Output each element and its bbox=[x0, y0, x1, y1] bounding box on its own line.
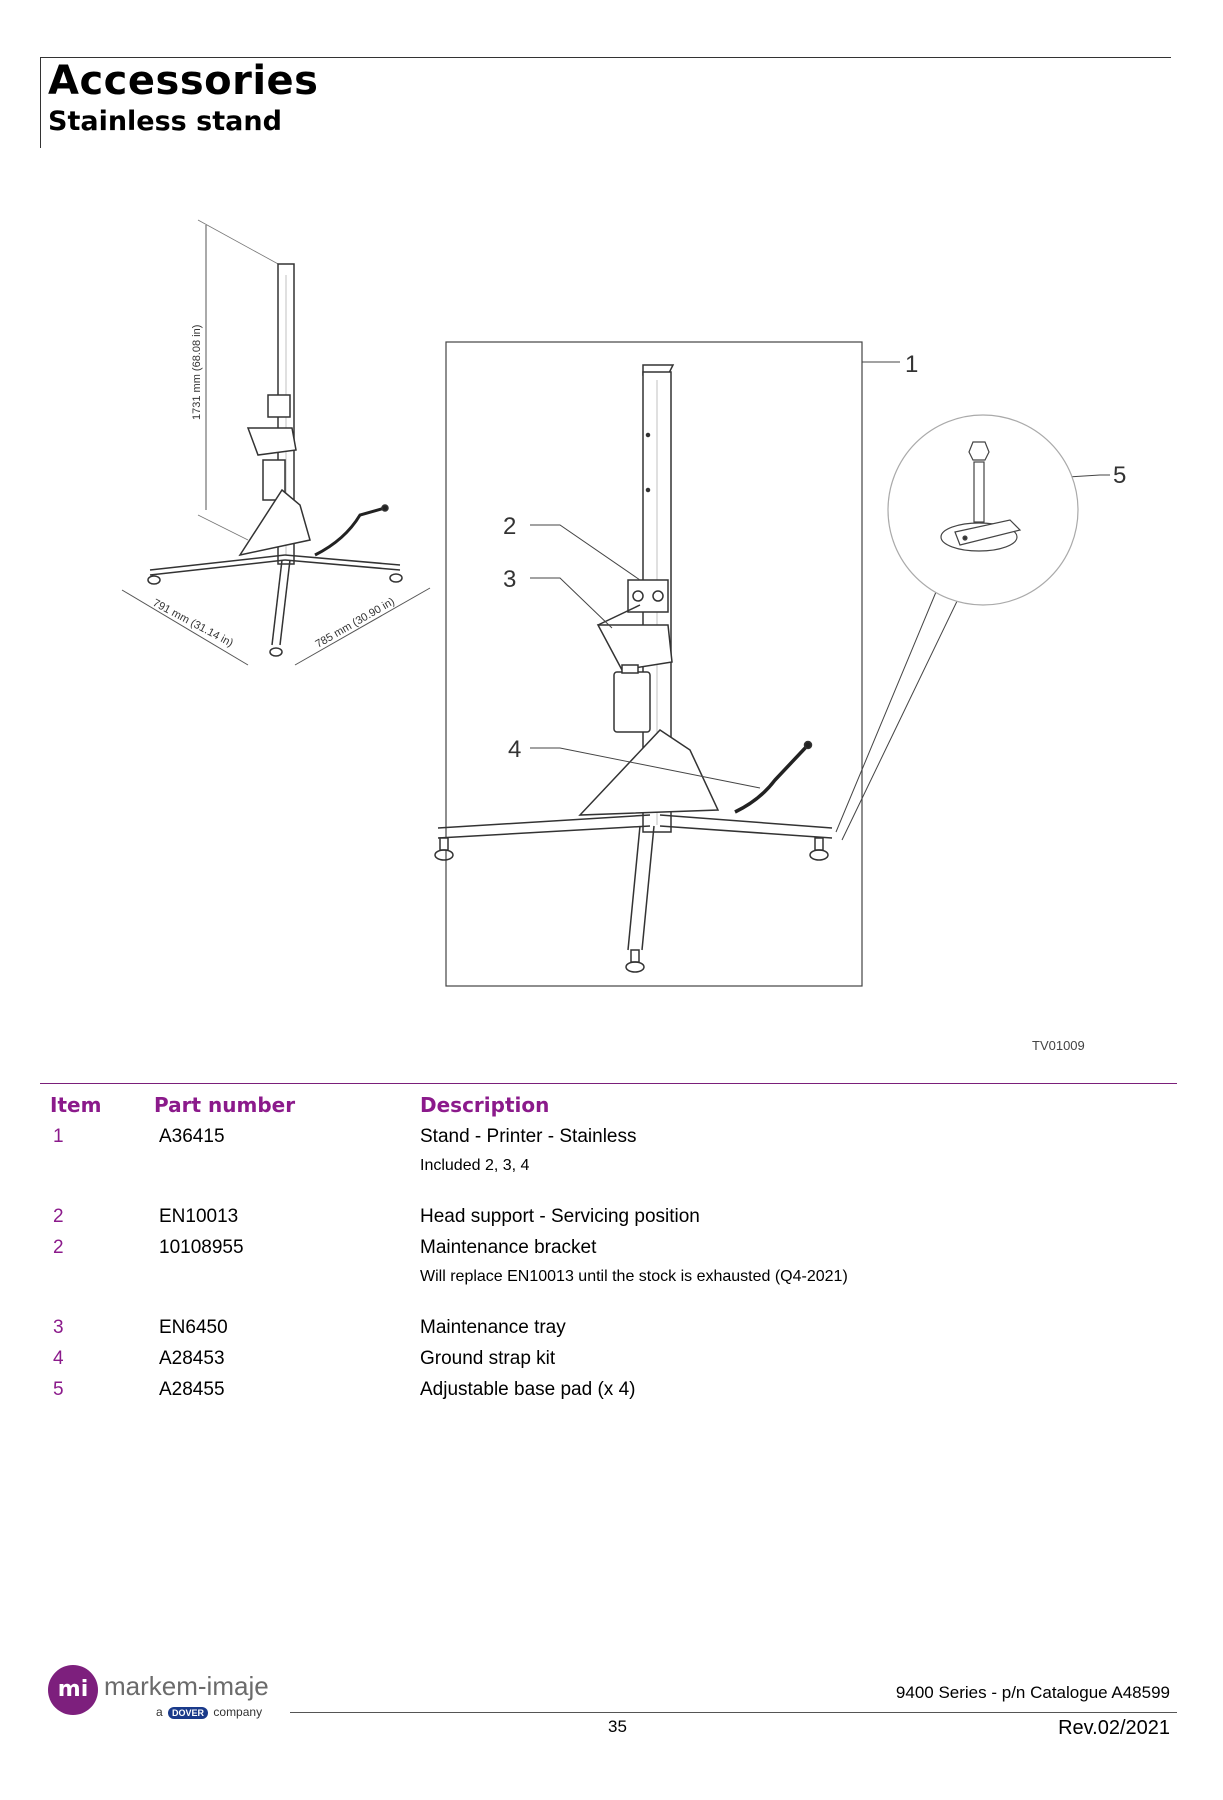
row-item: 2 bbox=[53, 1237, 64, 1258]
row-description: Maintenance bracket bbox=[420, 1237, 597, 1258]
logo-tagline bbox=[156, 1705, 262, 1719]
logo-tagline-prefix: a bbox=[156, 1705, 163, 1719]
row-description: Adjustable base pad (x 4) bbox=[420, 1379, 636, 1400]
logo-name: markem-imaje bbox=[104, 1671, 269, 1701]
row-item: 2 bbox=[53, 1206, 64, 1227]
row-item: 5 bbox=[53, 1379, 64, 1400]
row-note: Included 2, 3, 4 bbox=[420, 1157, 530, 1174]
row-item: 4 bbox=[53, 1348, 64, 1369]
row-description: Stand - Printer - Stainless bbox=[420, 1126, 637, 1147]
col-header-description: Description bbox=[420, 1093, 550, 1117]
row-note: Will replace EN10013 until the stock is exhausted (Q4-2021) bbox=[420, 1268, 848, 1285]
row-part-number: EN10013 bbox=[159, 1206, 239, 1227]
base-pad-detail bbox=[888, 415, 1078, 605]
callout-3: 3 bbox=[503, 566, 517, 593]
row-description: Maintenance tray bbox=[420, 1317, 566, 1338]
revision: Rev.02/2021 bbox=[1058, 1717, 1170, 1739]
row-part-number: EN6450 bbox=[159, 1317, 228, 1338]
small-stand-drawing bbox=[122, 220, 430, 665]
col-header-part-number: Part number bbox=[154, 1093, 296, 1117]
logo-tagline-suffix: company bbox=[213, 1705, 263, 1719]
row-description: Head support - Servicing position bbox=[420, 1206, 700, 1227]
table-rule bbox=[40, 1083, 1177, 1084]
depth-dimension: 791 mm (31.14 in) bbox=[150, 597, 236, 650]
row-item: 1 bbox=[53, 1126, 64, 1147]
footer-series: 9400 Series - p/n Catalogue A48599 bbox=[895, 1683, 1170, 1702]
page-title: Accessories bbox=[48, 58, 319, 104]
callout-5: 5 bbox=[1113, 462, 1127, 489]
figure-code: TV01009 bbox=[1032, 1038, 1085, 1053]
height-dimension: 1731 mm (68.08 in) bbox=[191, 324, 203, 420]
callout-2: 2 bbox=[503, 513, 517, 540]
stand-illustration bbox=[0, 200, 1223, 1080]
callout-4: 4 bbox=[508, 736, 522, 763]
footer-rule bbox=[290, 1712, 1177, 1713]
row-part-number: A28455 bbox=[159, 1379, 225, 1400]
row-part-number: A36415 bbox=[159, 1126, 225, 1147]
logo-mark: mi bbox=[48, 1665, 98, 1715]
page-subtitle: Stainless stand bbox=[48, 106, 282, 137]
row-description: Ground strap kit bbox=[420, 1348, 556, 1369]
callout-1: 1 bbox=[905, 351, 919, 378]
row-part-number: A28453 bbox=[159, 1348, 225, 1369]
row-item: 3 bbox=[53, 1317, 64, 1338]
dover-badge: DOVER bbox=[168, 1707, 208, 1719]
row-part-number: 10108955 bbox=[159, 1237, 244, 1258]
width-dimension: 785 mm (30.90 in) bbox=[313, 595, 397, 651]
col-header-item: Item bbox=[50, 1093, 102, 1117]
large-stand-drawing bbox=[435, 365, 832, 972]
page-number: 35 bbox=[608, 1717, 627, 1736]
